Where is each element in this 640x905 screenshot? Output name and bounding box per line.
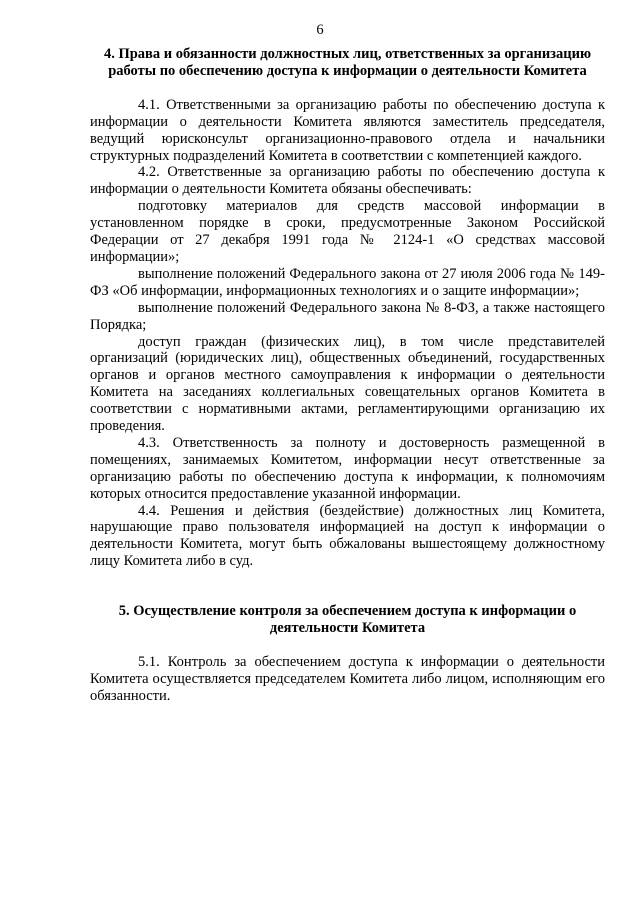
document-body [90, 46, 605, 705]
paragraph-4-4: 4.4. Решения и действия (бездействие) должностных лиц Комитета, нарушающие право пользователя информацией на доступ к информации о деятельности Комитета, могут быть обжалованы вышестоящему должностному лицу Комитета либо в суд. [90, 502, 605, 570]
paragraph-4-2-item-8fz: выполнение положений Федерального закона № 8-ФЗ, а также настоящего Порядка; [90, 299, 605, 333]
paragraph-4-2-item-149fz: выполнение положений Федерального закона от 27 июля 2006 года № 149-ФЗ «Об информации, информационных технологиях и о защите информации»; [90, 265, 605, 299]
paragraph-4-2-item-access: доступ граждан (физических лиц), в том числе представителей организаций (юридических лиц), общественных объединений, государственных органов и органов местного самоуправления к информации о деятельности Комитета на заседаниях коллегиальных совещательных органов Комитета в соответствии с нормативными актами, регламентирующими организацию их проведения. [90, 333, 605, 435]
page-number: 6 [316, 22, 324, 38]
paragraph-5-1: 5.1. Контроль за обеспечением доступа к информации о деятельности Комитета осуществляется председателем Комитета либо лицом, исполняющим его обязанности. [90, 654, 605, 704]
section-4-heading: 4. Права и обязанности должностных лиц, ответственных за организацию работы по обеспечению доступа к информации о деятельности Комитета [103, 46, 592, 79]
paragraph-4-1: 4.1. Ответственными за организацию работы по обеспечению доступа к информации о деятельности Комитета являются заместитель председателя, ведущий юрисконсульт организационно-правового отдела и начальники структурных подразделений Комитета в соответствии с компетенцией каждого. [90, 96, 605, 164]
paragraph-4-2: 4.2. Ответственные за организацию работы по обеспечению доступа к информации о деятельности Комитета обязаны обеспечивать: [90, 164, 605, 198]
paragraph-4-2-item-media: подготовку материалов для средств массовой информации в установленном порядке в сроки, предусмотренные Законом Российской Федерации от 27 декабря 1991 года № 2124-1 «О средствах массовой информации»; [90, 198, 605, 265]
section-5-heading: 5. Осуществление контроля за обеспечением доступа к информации о деятельности Комитета [118, 603, 577, 637]
paragraph-4-3: 4.3. Ответственность за полноту и достоверность размещенной в помещениях, занимаемых Комитетом, информации несут ответственные за организацию работы по обеспечению доступа к информации, к полномочиям которых относится предоставление указанной информации. [90, 434, 605, 502]
